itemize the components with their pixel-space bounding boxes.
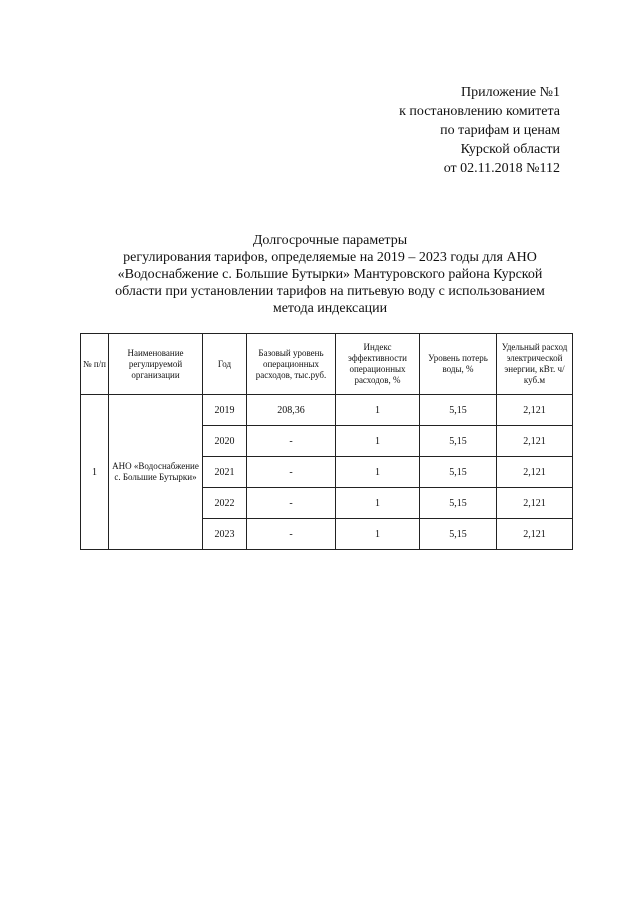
efficiency-index-cell: 1 [336, 395, 420, 426]
header-number: № п/п [81, 334, 109, 395]
water-losses-cell: 5,15 [420, 488, 497, 519]
efficiency-index-cell: 1 [336, 488, 420, 519]
appendix-line: от 02.11.2018 №112 [443, 161, 560, 176]
energy-cell: 2,121 [497, 457, 573, 488]
efficiency-index-cell: 1 [336, 519, 420, 550]
header-organization: Наименование регулируемой организации [109, 334, 203, 395]
header-efficiency-index: Индекс эффективности операционных расходов, % [336, 334, 420, 395]
table-row [81, 395, 573, 426]
water-losses-cell: 5,15 [420, 395, 497, 426]
base-costs-cell: - [247, 426, 336, 457]
year-cell: 2020 [203, 426, 247, 457]
title-line: регулирования тарифов, определяемые на 2019 – 2023 годы для АНО [123, 250, 537, 265]
year-cell: 2023 [203, 519, 247, 550]
header-base-costs: Базовый уровень операционных расходов, тыс.руб. [247, 334, 336, 395]
base-costs-cell: - [247, 488, 336, 519]
year-cell: 2019 [203, 395, 247, 426]
appendix-line: по тарифам и ценам [440, 123, 560, 138]
base-costs-cell: 208,36 [247, 395, 336, 426]
tariff-parameters-table [80, 333, 573, 550]
row-number: 1 [81, 395, 109, 550]
energy-cell: 2,121 [497, 519, 573, 550]
header-water-losses: Уровень потерь воды, % [420, 334, 497, 395]
base-costs-cell: - [247, 519, 336, 550]
water-losses-cell: 5,15 [420, 519, 497, 550]
year-cell: 2021 [203, 457, 247, 488]
energy-cell: 2,121 [497, 395, 573, 426]
appendix-line: Приложение №1 [461, 85, 560, 100]
base-costs-cell: - [247, 457, 336, 488]
header-year: Год [203, 334, 247, 395]
appendix-block [360, 83, 560, 178]
title-line: Долгосрочные параметры [252, 233, 408, 248]
header-energy-consumption: Удельный расход электрической энергии, кВт. ч/куб.м [497, 334, 573, 395]
appendix-line: Курской области [460, 142, 560, 157]
organization-name: АНО «Водоснабжение с. Большие Бутырки» [109, 395, 203, 550]
title-line: «Водоснабжение с. Большие Бутырки» Мантуровского района Курской [117, 267, 543, 282]
energy-cell: 2,121 [497, 488, 573, 519]
efficiency-index-cell: 1 [336, 426, 420, 457]
title-line: метода индексации [272, 301, 388, 316]
title-line: области при установлении тарифов на питьевую воду с использованием [115, 284, 545, 299]
document-title [80, 232, 580, 317]
year-cell: 2022 [203, 488, 247, 519]
appendix-line: к постановлению комитета [399, 104, 560, 119]
table-header-row [81, 334, 573, 395]
water-losses-cell: 5,15 [420, 457, 497, 488]
energy-cell: 2,121 [497, 426, 573, 457]
water-losses-cell: 5,15 [420, 426, 497, 457]
efficiency-index-cell: 1 [336, 457, 420, 488]
